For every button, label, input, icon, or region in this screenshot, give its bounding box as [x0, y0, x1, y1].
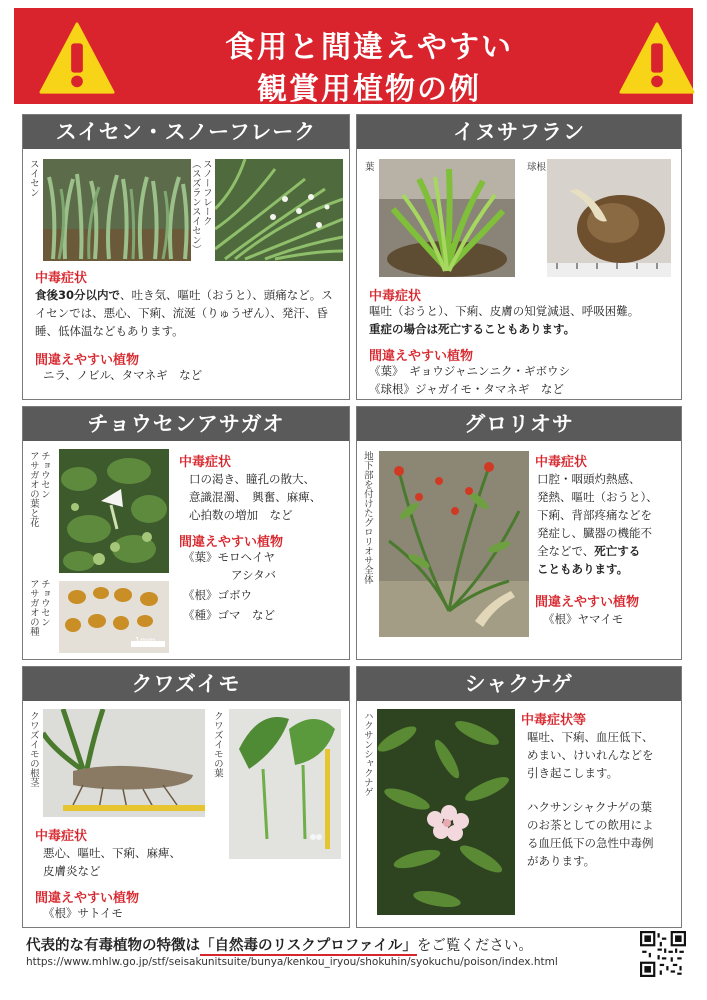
confuse-heading: 間違えやすい植物 [179, 535, 284, 550]
confuse-line: 《種》ゴマ など [183, 608, 275, 622]
symptoms-emphasis: 死亡する [594, 544, 641, 558]
card-title: スイセン・スノーフレーク [23, 115, 349, 149]
symptoms-line: 口腔・咽頭灼熱感、 [537, 472, 641, 486]
title-banner [14, 8, 693, 107]
confuse-line: 《球根》ジャガイモ・タマネギ など [369, 382, 564, 396]
symptoms-heading: 中毒症状等 [521, 713, 587, 728]
photo-caption: チョウセン アサガオの葉と花 [27, 451, 50, 527]
photo-caption: ハクサンシャクナゲ [361, 711, 373, 797]
card-title: グロリオサ [357, 407, 681, 441]
photo-caption: 地下部を付けたグロリオサ全体 [361, 451, 373, 584]
photo-caption: チョウセン アサガオの種 [27, 579, 50, 636]
card-title: チョウセンアサガオ [23, 407, 349, 441]
symptoms-line: 口の渇き、瞳孔の散大、 [189, 472, 316, 486]
symptoms-line: 発症し、臓器の機能不 [537, 526, 652, 540]
page-title-line1: 食用と間違えやすい [225, 30, 513, 65]
suisen-photo [43, 159, 191, 261]
symptoms-line: 発熱、嘔吐（おうと）、 [537, 490, 658, 504]
symptoms-emphasis [369, 321, 675, 339]
symptoms-text: 嘔吐（おうと）、下痢、皮膚の知覚減退、呼吸困難。 [369, 304, 640, 318]
card-gloriosa [356, 406, 682, 660]
shakunage-photo [377, 709, 515, 915]
symptoms-line: 心拍数の増加 など [189, 508, 293, 522]
symptoms-line [537, 561, 628, 579]
kuwazuimo-leaf-photo [229, 709, 341, 859]
symptoms-line: 引き起こします。 [527, 766, 619, 780]
confuse-heading: 間違えやすい植物 [369, 349, 474, 364]
confuse-line: アシタバ [231, 568, 276, 582]
page-title-line2: 観賞用植物の例 [257, 72, 481, 107]
symptoms-line [537, 543, 640, 561]
note-line: る血圧低下の急性中毒例 [527, 836, 654, 850]
snowflake-photo [215, 159, 343, 261]
confuse-line: 《葉》モロヘイヤ [183, 550, 275, 564]
symptoms-heading: 中毒症状 [179, 455, 232, 470]
footer-prefix: 代表的な有毒植物の特徴は [26, 938, 200, 954]
symptoms-line: 下痢、背部疼痛などを [537, 508, 652, 522]
confuse-heading: 間違えやすい植物 [35, 891, 140, 906]
card-inusafuran [356, 114, 682, 400]
card-chousen [22, 406, 350, 660]
card-title: シャクナゲ [357, 667, 681, 701]
symptoms-line: 皮膚炎など [43, 864, 101, 878]
photo-caption: スイセン [27, 159, 39, 197]
confuse-heading: 間違えやすい植物 [535, 595, 640, 610]
chousen-flower-photo [59, 449, 169, 573]
qr-code-icon[interactable] [640, 931, 686, 977]
footer-note [26, 934, 533, 955]
kuwazuimo-root-photo [43, 709, 205, 817]
photo-caption: スノーフレーク （スズランスイセン） [189, 159, 212, 254]
card-kuwazuimo [22, 666, 350, 928]
symptoms-body: 、吐き気、嘔吐（おうと）、頭痛など。スイセンでは、悪心、下痢、流涎（りゅうぜん）、発汗、昏睡、低体温などもあります。 [35, 288, 333, 338]
symptoms-line: 嘔吐、下痢、血圧低下、 [527, 730, 654, 744]
symptoms-emphasis: こともあります。 [537, 562, 629, 576]
warning-triangle-icon [618, 20, 696, 98]
symptoms-line: 意識混濁、 興奮、麻痺、 [189, 490, 322, 504]
footer-url[interactable]: https://www.mhlw.go.jp/stf/seisakunitsuite/bunya/kenkou_iryou/shokuhin/syokuchu/poison/index.html [26, 956, 558, 968]
warning-triangle-icon [38, 20, 116, 98]
symptoms-fragment: 全などで、 [537, 544, 595, 558]
confuse-line: 《根》ゴボウ [183, 588, 252, 602]
symptoms-line: 悪心、嘔吐、下痢、麻痺、 [43, 846, 181, 860]
confuse-text: 《根》ヤマイモ [543, 612, 624, 626]
risk-profile-link[interactable]: 「自然毒のリスクプロファイル」 [200, 938, 417, 954]
confuse-text: 《根》サトイモ [43, 906, 123, 920]
photo-caption: 球根 [527, 162, 547, 173]
card-title: イヌサフラン [357, 115, 681, 149]
symptoms-line: めまい、けいれんなどを [527, 748, 654, 762]
confuse-line: 《葉》 ギョウジャニンニク・ギボウシ [369, 364, 571, 378]
symptoms-bold: 重症の場合は死亡することもあります。 [369, 322, 576, 336]
card-suisen [22, 114, 350, 400]
note-line: があります。 [527, 854, 596, 868]
symptoms-text [35, 287, 341, 340]
footer-suffix: をご覧ください。 [416, 938, 533, 954]
confuse-text: ニラ、ノビル、タマネギ など [43, 368, 203, 382]
symptoms-heading: 中毒症状 [35, 829, 88, 844]
note-line: ハクサンシャクナゲの葉 [527, 800, 652, 814]
symptoms-heading: 中毒症状 [369, 289, 422, 304]
card-title: クワズイモ [23, 667, 349, 701]
photo-caption: クワズイモの根茎 [27, 711, 39, 787]
photo-caption: 葉 [365, 162, 375, 173]
note-line: のお茶としての飲用によ [527, 818, 654, 832]
inusafuran-bulb-photo [547, 159, 671, 277]
gloriosa-photo [379, 451, 529, 637]
photo-caption: クワズイモの葉 [211, 711, 223, 778]
card-shakunage [356, 666, 682, 928]
symptoms-heading: 中毒症状 [35, 271, 88, 286]
symptoms-emphasis: 食後30分以内で [35, 288, 121, 302]
confuse-heading: 間違えやすい植物 [35, 353, 140, 368]
scale-label: 1mm [135, 636, 156, 645]
symptoms-heading: 中毒症状 [535, 455, 588, 470]
inusafuran-leaf-photo [379, 159, 515, 277]
